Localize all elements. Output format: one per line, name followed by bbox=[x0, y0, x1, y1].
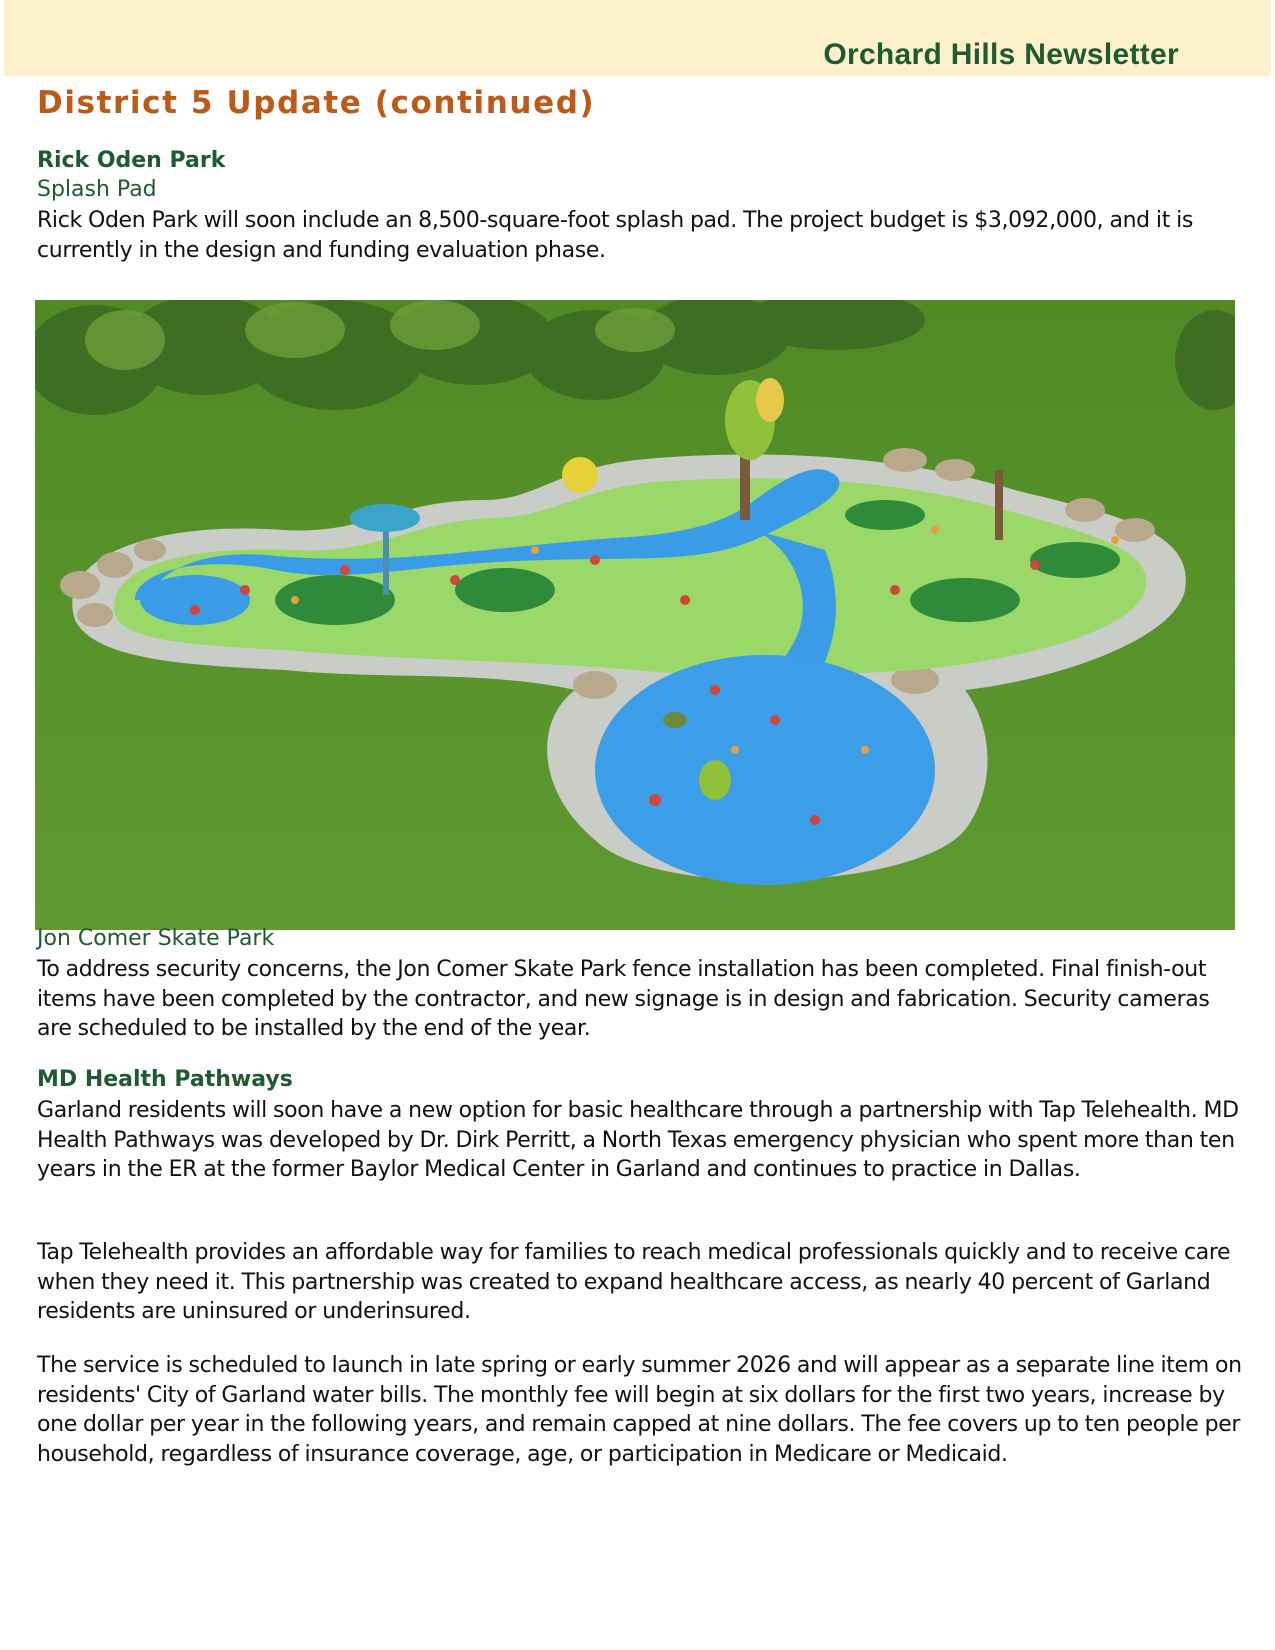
md-health-paragraph-3: The service is scheduled to launch in late spring or early summer 2026 and will appear as a separate line item on residents' City of Garland water bills. The monthly fee will begin at six dollars for the first two years, increase by one dollar per year in the following years, and remain capped at nine dollars. The fee covers up to ten people per household, regardless of insurance coverage, age, or participation in Medicare or Medicaid. bbox=[37, 1353, 1242, 1467]
rick-oden-park-title: Rick Oden Park bbox=[37, 148, 226, 173]
newsletter-title: Orchard Hills Newsletter bbox=[823, 38, 1179, 71]
header-band bbox=[4, 0, 1271, 76]
md-health-paragraph-2: Tap Telehealth provides an affordable way for families to reach medical professionals quickly and to receive care when they need it. This partnership was created to expand healthcare access, as nearly 40 percent of Garland residents are uninsured or underinsured. bbox=[37, 1240, 1231, 1324]
jon-comer-paragraph: To address security concerns, the Jon Comer Skate Park fence installation has been completed. Final finish-out items have been completed by the contractor, and new signage is in design and fabrication. Security cameras are scheduled to be installed by the end of the year. bbox=[37, 957, 1210, 1041]
splash-pad-subtitle: Splash Pad bbox=[37, 177, 157, 202]
page-heading: District 5 Update (continued) bbox=[37, 85, 596, 121]
jon-comer-skate-park-title: Jon Comer Skate Park bbox=[37, 926, 275, 951]
splash-pad-rendering-image bbox=[35, 300, 1235, 930]
md-health-pathways-title: MD Health Pathways bbox=[37, 1067, 293, 1092]
splash-pad-rendering-icon bbox=[35, 300, 1235, 930]
rick-oden-paragraph: Rick Oden Park will soon include an 8,500-square-foot splash pad. The project budget is $3,092,000, and it is currently in the design and funding evaluation phase. bbox=[37, 208, 1193, 263]
md-health-paragraph-1: Garland residents will soon have a new option for basic healthcare through a partnership with Tap Telehealth. MD Health Pathways was developed by Dr. Dirk Perritt, a North Texas emergency physician who spent more than ten years in the ER at the former Baylor Medical Center in Garland and continues to practice in Dallas. bbox=[37, 1098, 1239, 1182]
